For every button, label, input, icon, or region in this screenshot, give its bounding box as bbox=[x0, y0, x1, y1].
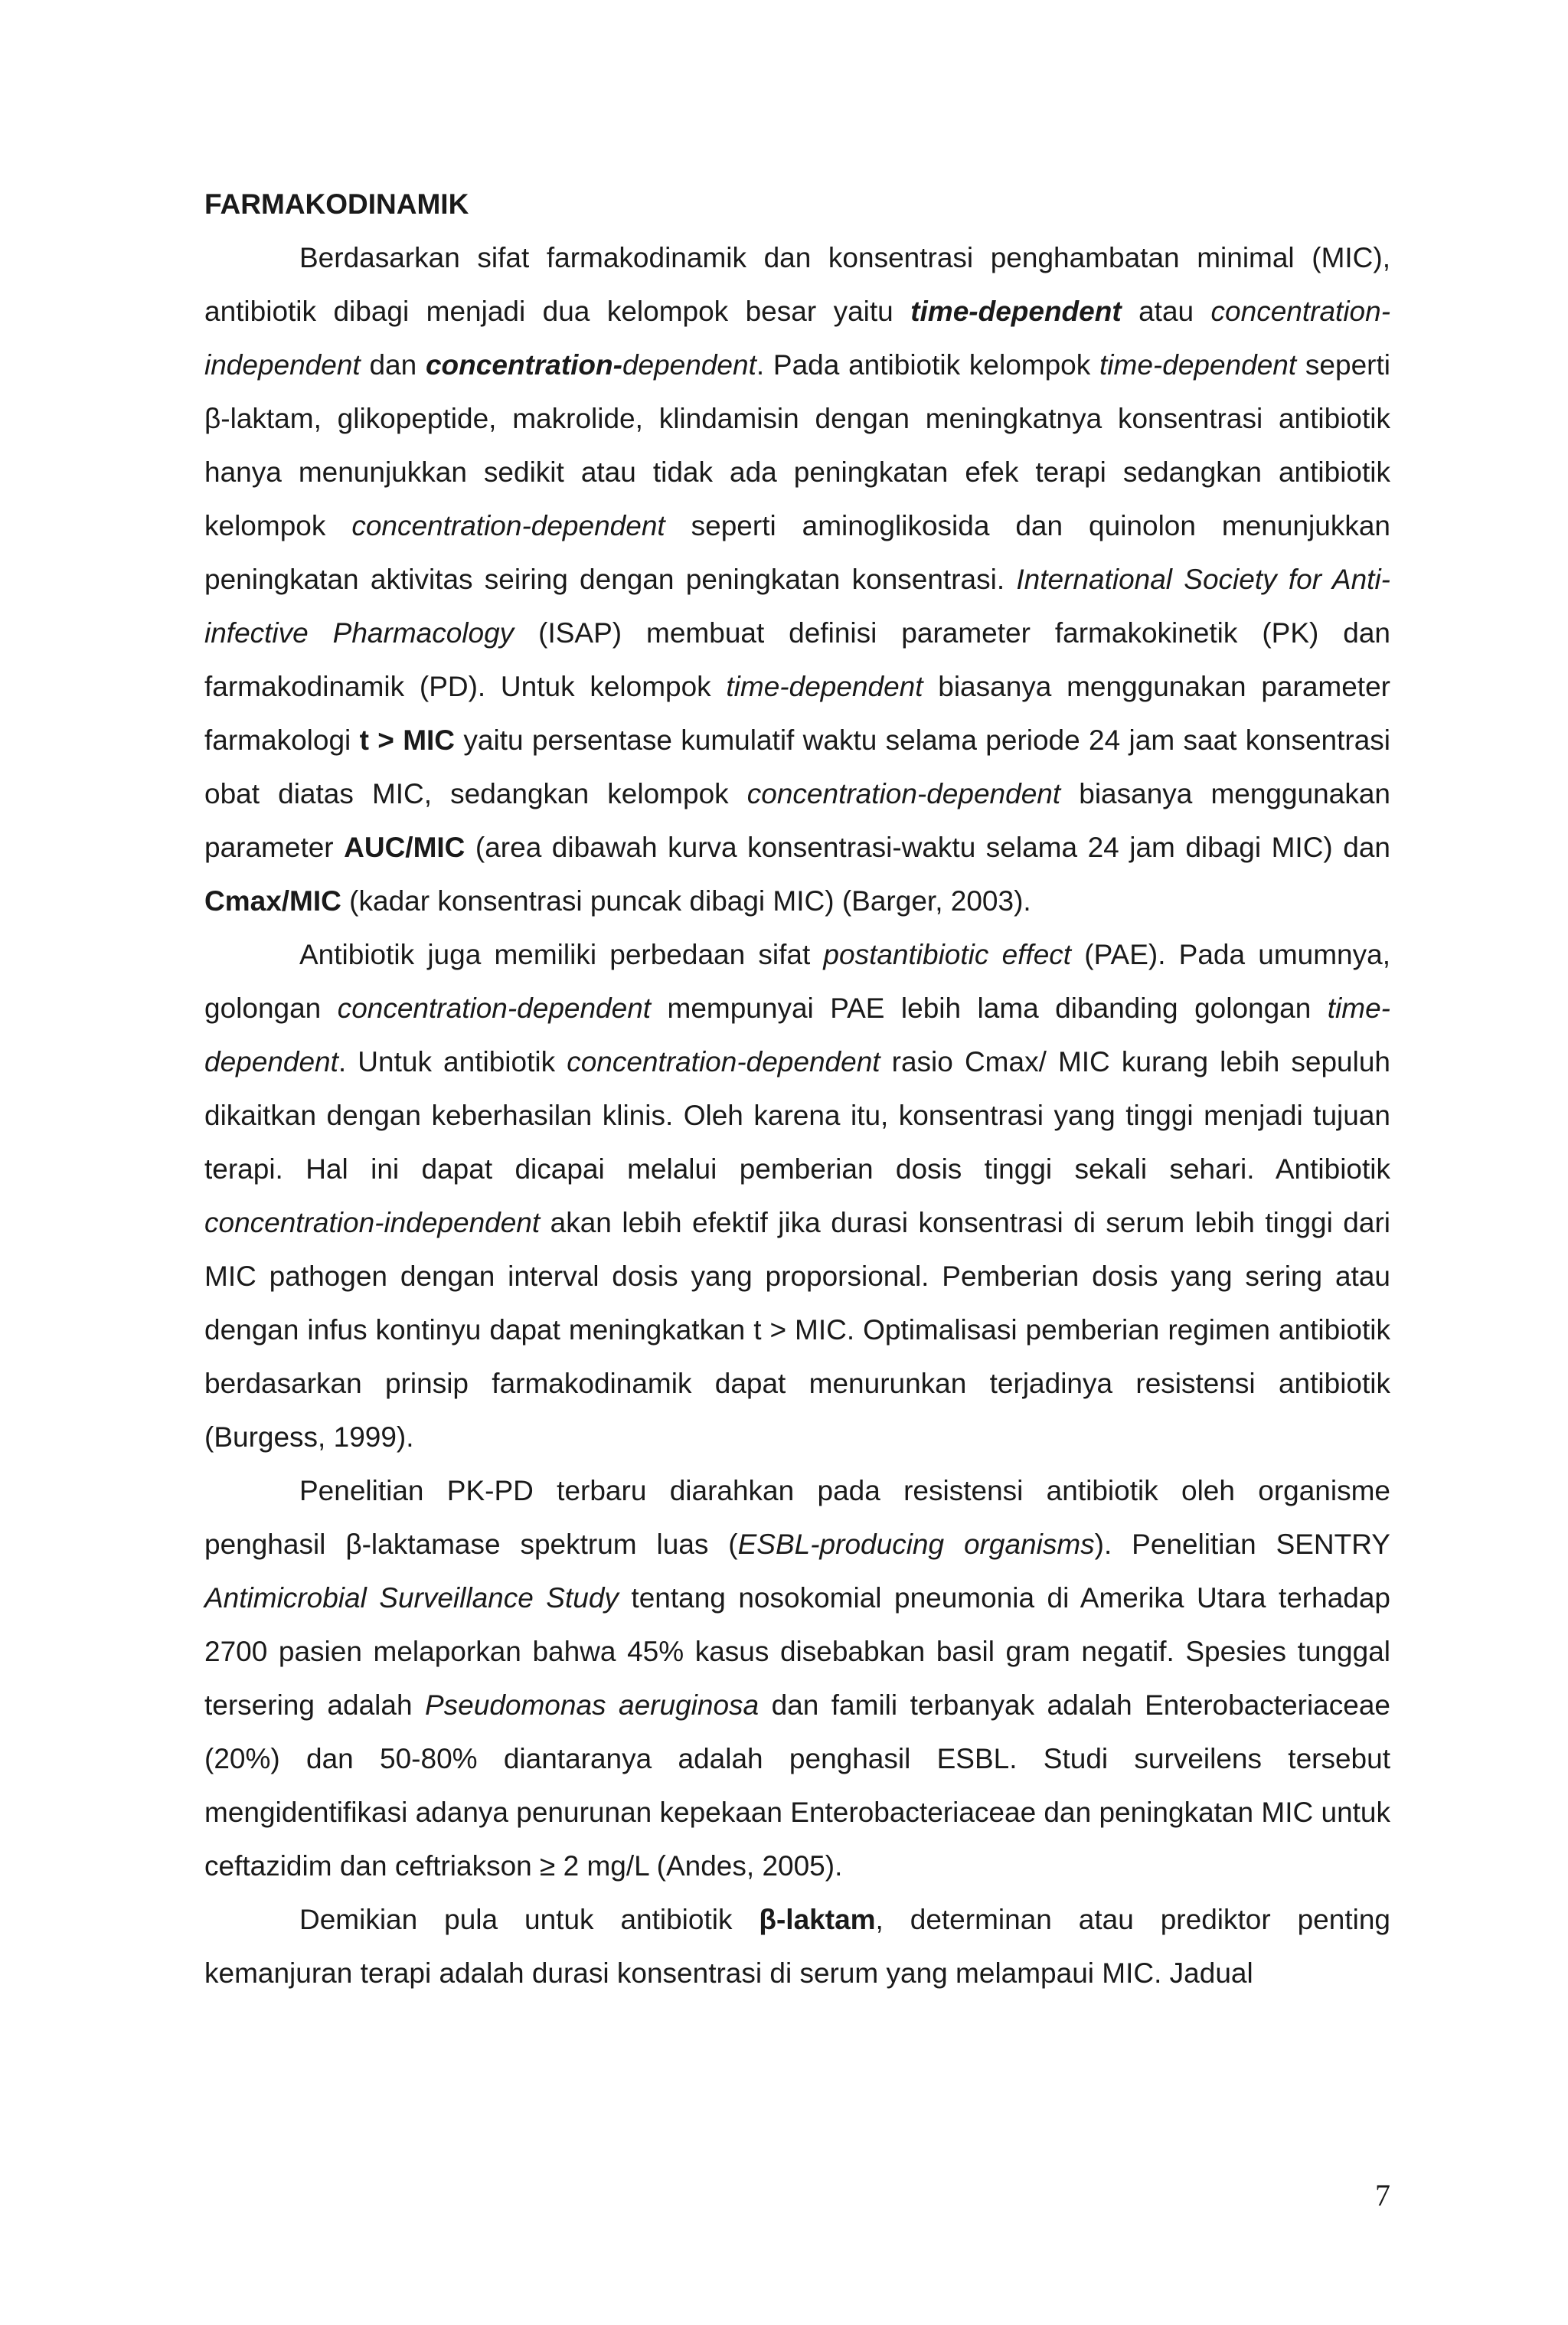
paragraph-1 bbox=[204, 231, 1390, 928]
p3-run: dan famili terbanyak adalah Enterobacteriaceae (20%) dan 50-80% diantaranya adalah penghasil ESBL. Studi surveilens tersebut mengidentifikasi adanya penurunan kepekaan Enterobacteriaceae dan peningkatan MIC untuk ceftazidim dan ceftriakson ≥ 2 mg/L (Andes, 2005). bbox=[204, 1689, 1390, 1882]
p1-run: biasanya menggunakan parameter bbox=[204, 778, 1390, 863]
p2-run: Antibiotik juga memiliki perbedaan sifat bbox=[299, 939, 824, 970]
p1-run: Berdasarkan sifat farmakodinamik dan konsentrasi penghambatan minimal (MIC), antibiotik dibagi menjadi dua kelompok besar yaitu bbox=[204, 242, 1390, 327]
page-number: 7 bbox=[1375, 2178, 1390, 2212]
p2-run: akan lebih efektif jika durasi konsentrasi di serum lebih tinggi dari MIC pathogen dengan interval dosis yang proporsional. Pemberian dosis yang sering atau dengan infus kontinyu dapat meningkatkan t > MIC. Optimalisasi pemberian regimen antibiotik berdasarkan prinsip farmakodinamik dapat menurunkan terjadinya resistensi antibiotik (Burgess, 1999). bbox=[204, 1207, 1390, 1453]
p1-run: time-dependent bbox=[1099, 349, 1297, 381]
p1-run: . Pada antibiotik kelompok bbox=[756, 349, 1100, 381]
p2-run: postantibiotic effect bbox=[823, 939, 1072, 970]
p4-run: , determinan atau prediktor penting kemanjuran terapi adalah durasi konsentrasi di serum yang melampaui MIC. Jadual bbox=[204, 1904, 1390, 1989]
p3-run: ESBL-producing organisms bbox=[737, 1529, 1095, 1560]
p1-run: (kadar konsentrasi puncak dibagi MIC) (Barger, 2003). bbox=[341, 885, 1031, 917]
p1-run: (ISAP) membuat definisi parameter farmakokinetik (PK) dan farmakodinamik (PD). Untuk kelompok bbox=[204, 617, 1390, 702]
p1-run: concentration-dependent bbox=[746, 778, 1061, 809]
p1-run: dan bbox=[360, 349, 426, 381]
p1-run: (area dibawah kurva konsentrasi-waktu selama 24 jam dibagi MIC) dan bbox=[465, 832, 1390, 863]
p2-run: concentration-dependent bbox=[567, 1046, 880, 1077]
p2-run: time-dependent bbox=[204, 992, 1390, 1077]
p1-run: seperti β-laktam, glikopeptide, makrolide, klindamisin dengan meningkatnya konsentrasi antibiotik hanya menunjukkan sedikit atau tidak ada peningkatan efek terapi sedangkan antibiotik kelompok bbox=[204, 349, 1390, 541]
p1-run: dependent bbox=[622, 349, 756, 381]
p1-run: time-dependent bbox=[910, 296, 1122, 327]
paragraph-4 bbox=[204, 1893, 1390, 2000]
p2-run: mempunyai PAE lebih lama dibanding golongan bbox=[651, 992, 1328, 1024]
p1-run: biasanya menggunakan parameter farmakologi bbox=[204, 671, 1390, 756]
p1-run: atau bbox=[1121, 296, 1211, 327]
p3-run: Antimicrobial Surveillance Study bbox=[204, 1582, 619, 1614]
p1-run: t > MIC bbox=[359, 724, 456, 756]
p3-run: tentang nosokomial pneumonia di Amerika Utara terhadap 2700 pasien melaporkan bahwa 45% kasus disebabkan basil gram negatif. Spesies tunggal tersering adalah bbox=[204, 1582, 1391, 1721]
p4-run: β-laktam bbox=[759, 1904, 876, 1935]
document-body bbox=[204, 178, 1390, 2000]
p2-run: concentration-independent bbox=[204, 1207, 541, 1238]
p2-run: rasio Cmax/ MIC kurang lebih sepuluh dikaitkan dengan keberhasilan klinis. Oleh karena itu, konsentrasi yang tinggi menjadi tujuan terapi. Hal ini dapat dicapai melalui pemberian dosis tinggi sekali sehari. Antibiotik bbox=[204, 1046, 1390, 1185]
p3-run: Penelitian PK-PD terbaru diarahkan pada resistensi antibiotik oleh organisme penghasil β-laktamase spektrum luas ( bbox=[204, 1475, 1390, 1560]
p1-run: concentration-dependent bbox=[351, 510, 665, 541]
p1-run: seperti aminoglikosida dan quinolon menunjukkan peningkatan aktivitas seiring dengan peningkatan konsentrasi. bbox=[204, 510, 1390, 595]
p1-run: concentration-independent bbox=[204, 296, 1391, 381]
p1-run: time-dependent bbox=[726, 671, 923, 702]
p2-run: concentration-dependent bbox=[337, 992, 652, 1024]
p3-run: Pseudomonas aeruginosa bbox=[425, 1689, 760, 1721]
p2-run: . Untuk antibiotik bbox=[338, 1046, 567, 1077]
paragraph-3 bbox=[204, 1464, 1390, 1893]
p1-run: yaitu persentase kumulatif waktu selama periode 24 jam saat konsentrasi obat diatas MIC, sedangkan kelompok bbox=[204, 724, 1390, 809]
p3-run: ). Penelitian SENTRY bbox=[1094, 1529, 1390, 1560]
p2-run: (PAE). Pada umumnya, golongan bbox=[204, 939, 1390, 1024]
p1-run: International Society for Anti-infective Pharmacology bbox=[204, 564, 1390, 649]
p1-run: concentration- bbox=[425, 349, 622, 381]
p4-run: Demikian pula untuk antibiotik bbox=[299, 1904, 760, 1935]
section-heading: FARMAKODINAMIK bbox=[204, 188, 469, 220]
p1-run: Cmax/MIC bbox=[204, 885, 341, 917]
p1-run: AUC/MIC bbox=[344, 832, 466, 863]
paragraph-2 bbox=[204, 928, 1390, 1464]
